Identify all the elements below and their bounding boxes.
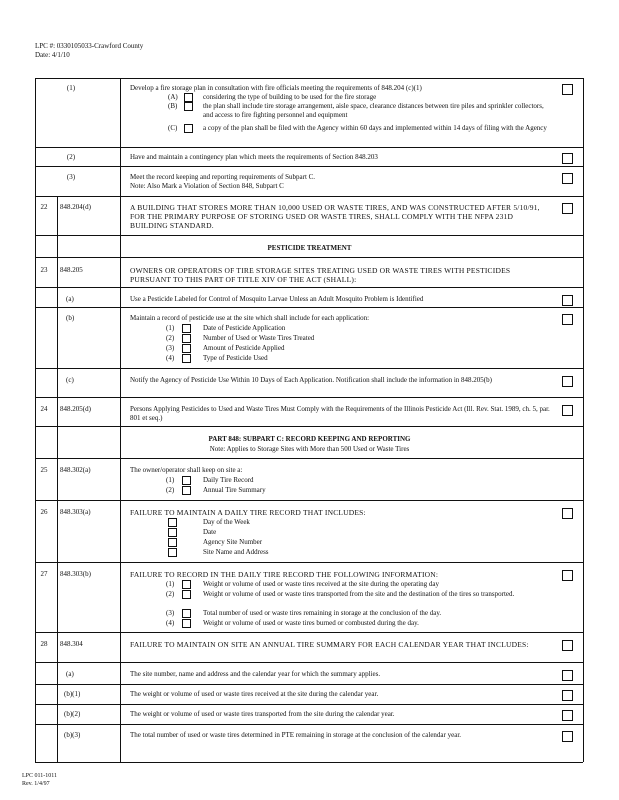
sub-text: Amount of Pesticide Applied	[203, 344, 285, 352]
table-top-border	[35, 78, 583, 79]
sub-checkbox[interactable]	[182, 324, 191, 333]
sub-text: Annual Tire Summary	[203, 486, 266, 494]
sub-checkbox[interactable]	[168, 538, 177, 547]
item-number: 28	[40, 640, 48, 648]
column-divider	[120, 78, 121, 762]
sub-text: Date of Pesticide Application	[203, 324, 286, 332]
row-divider	[35, 562, 583, 563]
row-divider	[35, 307, 583, 308]
row-divider	[35, 196, 583, 197]
row-divider	[35, 426, 583, 427]
item-text: The owner/operator shall keep on site a:	[130, 466, 243, 474]
sub-label: (B)	[168, 102, 178, 110]
sub-text: a copy of the plan shall be filed with the Agency within 60 days and implemented within 14 days of filing with the Agency	[203, 124, 547, 132]
violation-checkbox[interactable]	[562, 295, 573, 306]
item-text: OWNERS OR OPERATORS OF TIRE STORAGE SITES TREATING USED OR WASTE TIRES WITH PESTICIDES PURSUANT TO THIS PART OF TITLE XIV OF THE ACT (SHALL):	[130, 266, 511, 284]
sub-checkbox[interactable]	[182, 476, 191, 485]
table-right-border	[583, 78, 584, 762]
sub-checkbox[interactable]	[182, 619, 191, 628]
section-ref: 848.304	[60, 640, 83, 648]
sub-checkbox[interactable]	[182, 486, 191, 495]
form-number: LPC 011-1011	[22, 773, 58, 779]
sub-text: Day of the Week	[203, 518, 250, 526]
row-divider	[35, 235, 583, 236]
item-number: (b)(1)	[64, 690, 81, 698]
sub-text: the plan shall include tire storage arrangement, aisle space, clearance distances between tire piles and sprinkler collectors, and access to fire fighting personnel and equipment	[203, 102, 544, 119]
sub-label: (A)	[168, 93, 178, 101]
item-number: (c)	[66, 376, 74, 384]
violation-checkbox[interactable]	[562, 731, 573, 742]
sub-checkbox[interactable]	[182, 344, 191, 353]
row-divider	[35, 397, 583, 398]
section-ref: 848.205	[60, 266, 83, 274]
item-text: FAILURE TO MAINTAIN A DAILY TIRE RECORD THAT INCLUDES:	[130, 508, 366, 517]
row-divider	[35, 724, 583, 725]
row-divider	[35, 662, 583, 663]
form-revision: Rev. 1/4/97	[22, 781, 50, 787]
sub-text: Weight or volume of used or waste tires burned or combusted during the day.	[203, 619, 419, 627]
sub-label: (1)	[166, 476, 175, 484]
section-ref: 848.303(a)	[60, 508, 91, 516]
item-number: 23	[40, 266, 48, 274]
sub-checkbox[interactable]	[182, 354, 191, 363]
violation-checkbox[interactable]	[562, 405, 573, 416]
sub-checkbox[interactable]	[184, 93, 193, 102]
sub-label: (2)	[166, 590, 175, 598]
sub-label: (4)	[166, 619, 175, 627]
section-ref: 848.303(b)	[60, 570, 91, 578]
table-bottom-border	[35, 762, 583, 763]
violation-checkbox[interactable]	[562, 153, 573, 164]
violation-checkbox[interactable]	[562, 203, 573, 214]
item-number: 27	[40, 570, 48, 578]
document-header	[35, 42, 143, 60]
sub-checkbox[interactable]	[182, 580, 191, 589]
inspection-date: Date: 4/1/10	[35, 51, 70, 59]
form-footer	[22, 772, 57, 788]
sub-text: Daily Tire Record	[203, 476, 254, 484]
item-number: (3)	[66, 173, 76, 181]
section-ref: 848.302(a)	[60, 466, 91, 474]
row-divider	[35, 147, 583, 148]
sub-text: Total number of used or waste tires remaining in storage at the conclusion of the day.	[203, 609, 442, 617]
item-text: The weight or volume of used or waste tires transported from the site during the calendar year.	[130, 710, 395, 718]
sub-text: considering the type of building to be used for the fire storage	[203, 93, 377, 101]
sub-checkbox[interactable]	[168, 528, 177, 537]
violation-checkbox[interactable]	[562, 640, 573, 651]
row-divider	[35, 368, 583, 369]
item-number: (2)	[66, 153, 76, 161]
item-text: The site number, name and address and the calendar year for which the summary applies.	[130, 670, 381, 678]
item-number: (b)(3)	[64, 731, 81, 739]
item-note: Note: Also Mark a Violation of Section 848, Subpart C	[130, 182, 284, 190]
section-title: PART 848: SUBPART C: RECORD KEEPING AND REPORTING	[208, 435, 411, 443]
sub-checkbox[interactable]	[184, 102, 193, 111]
sub-checkbox[interactable]	[182, 334, 191, 343]
column-divider	[57, 196, 58, 762]
sub-label: (2)	[166, 334, 175, 342]
row-divider	[35, 684, 583, 685]
violation-checkbox[interactable]	[562, 314, 573, 325]
item-number: (b)(2)	[64, 710, 81, 718]
sub-label: (1)	[166, 324, 175, 332]
sub-text: Weight or volume of used or waste tires transported from the site and the destination of the tires so transported.	[203, 590, 515, 598]
item-text: The weight or volume of used or waste tires received at the site during the calendar year.	[130, 690, 379, 698]
sub-checkbox[interactable]	[168, 548, 177, 557]
row-divider	[35, 704, 583, 705]
sub-checkbox[interactable]	[168, 518, 177, 527]
sub-text: Agency Site Number	[203, 538, 263, 546]
row-divider	[35, 166, 583, 167]
sub-text: Weight or volume of used or waste tires received at the site during the operating day	[203, 580, 440, 588]
item-number: (a)	[66, 295, 74, 303]
site-id: LPC #: 0330105033-Crawford County	[35, 42, 144, 50]
sub-label: (3)	[166, 344, 175, 352]
item-text: The total number of used or waste tires determined in PTE remaining in storage at the conclusion of the calendar year.	[130, 731, 462, 739]
item-text: Meet the record keeping and reporting requirements of Subpart C.	[130, 173, 316, 181]
item-text: FAILURE TO RECORD IN THE DAILY TIRE RECORD THE FOLLOWING INFORMATION:	[130, 570, 439, 579]
violation-checkbox[interactable]	[562, 508, 573, 519]
item-number: (a)	[66, 670, 74, 678]
sub-label: (4)	[166, 354, 175, 362]
item-number: 22	[40, 203, 48, 211]
violation-checkbox[interactable]	[562, 570, 573, 581]
item-text: Persons Applying Pesticides to Used and Waste Tires Must Comply with the Requirements of the Illinois Pesticide Act (Ill. Rev. Stat. 1989, ch. 5, par. 801 et seq.)	[130, 405, 550, 422]
violation-checkbox[interactable]	[562, 376, 573, 387]
item-number: (1)	[66, 84, 76, 92]
sub-text: Site Name and Address	[203, 548, 269, 556]
item-text: Have and maintain a contingency plan which meets the requirements of Section 848.203	[130, 153, 378, 161]
violation-checkbox[interactable]	[562, 84, 573, 95]
row-divider	[35, 632, 583, 633]
item-text: Develop a fire storage plan in consultation with fire officials meeting the requirements of 848.204 (c)(1)	[130, 84, 422, 92]
sub-text: Type of Pesticide Used	[203, 354, 268, 362]
section-ref: 848.204(d)	[60, 203, 91, 211]
violation-checkbox[interactable]	[562, 690, 573, 701]
row-divider	[35, 287, 583, 288]
sub-text: Date	[203, 528, 217, 536]
item-text: Use a Pesticide Labeled for Control of Mosquito Larvae Unless an Adult Mosquito Problem is Identified	[130, 295, 424, 303]
row-divider	[35, 257, 583, 258]
violation-checkbox[interactable]	[562, 173, 573, 184]
item-number: (b)	[66, 314, 75, 322]
sub-text: Number of Used or Waste Tires Treated	[203, 334, 315, 342]
item-text: Notify the Agency of Pesticide Use Within 10 Days of Each Application. Notification shall include the information in 848.205(b)	[130, 376, 492, 384]
sub-label: (1)	[166, 580, 175, 588]
item-text: Maintain a record of pesticide use at the site which shall include for each application:	[130, 314, 370, 322]
section-note: Note: Applies to Storage Sites with More than 500 Used or Waste Tires	[209, 445, 410, 453]
item-number: 26	[40, 508, 48, 516]
item-number: 24	[40, 405, 48, 413]
violation-checkbox[interactable]	[562, 710, 573, 721]
sub-label: (3)	[166, 609, 175, 617]
table-left-border	[35, 78, 36, 762]
row-divider	[35, 458, 583, 459]
violation-checkbox[interactable]	[562, 670, 573, 681]
sub-checkbox[interactable]	[182, 609, 191, 618]
sub-checkbox[interactable]	[184, 124, 193, 133]
item-number: 25	[40, 466, 48, 474]
sub-checkbox[interactable]	[182, 590, 191, 599]
sub-label: (C)	[168, 124, 178, 132]
section-title: PESTICIDE TREATMENT	[267, 244, 352, 252]
item-text: FAILURE TO MAINTAIN ON SITE AN ANNUAL TIRE SUMMARY FOR EACH CALENDAR YEAR THAT INCLUDES:	[130, 640, 529, 649]
section-ref: 848.205(d)	[60, 405, 91, 413]
item-text: A BUILDING THAT STORES MORE THAN 10,000 USED OR WASTE TIRES, AND WAS CONSTRUCTED AFTER 5/10/91, FOR THE PRIMARY PURPOSE OF STORING USED OR WASTE TIRES, SHALL COMPLY WITH THE NFPA 231D BUILDING STANDARD.	[130, 203, 540, 230]
sub-label: (2)	[166, 486, 175, 494]
row-divider	[35, 500, 583, 501]
